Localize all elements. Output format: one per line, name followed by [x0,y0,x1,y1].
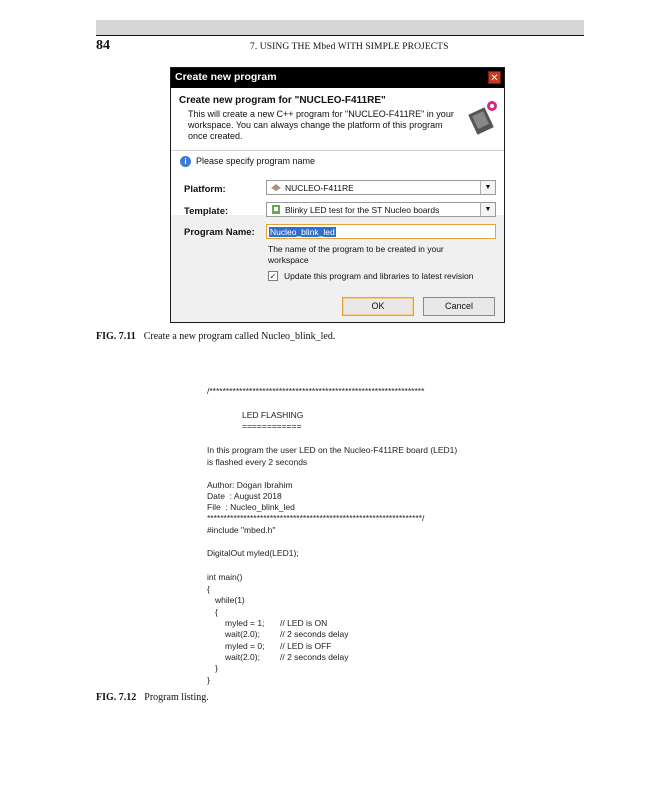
code-line: } [215,663,218,673]
code-line: int main() [207,572,243,582]
platform-value: NUCLEO-F411RE [285,183,354,193]
info-icon: i [180,156,191,167]
code-comment: // LED is OFF [280,641,332,651]
header-rule [96,35,584,36]
cancel-button[interactable]: Cancel [423,297,495,316]
code-line: Date : August 2018 [207,491,282,501]
dialog-title-bar [171,68,504,88]
platform-label: Platform: [184,184,226,195]
template-value: Blinky LED test for the ST Nucleo boards [285,205,440,215]
figure-number: FIG. 7.11 [96,331,136,342]
program-name-note: The name of the program to be created in your workspace [268,244,444,265]
figure-number: FIG. 7.12 [96,692,137,703]
code-comment: // 2 seconds delay [280,652,349,662]
running-head: 7. USING THE Mbed WITH SIMPLE PROJECTS [250,42,449,52]
create-program-dialog [170,67,505,323]
code-line: is flashed every 2 seconds [207,457,308,467]
chevron-down-icon[interactable]: ▼ [480,181,495,194]
figure-caption [96,331,335,342]
code-line: In this program the user LED on the Nucleo-F411RE board (LED1) [207,445,458,455]
code-line: wait(2.0); [225,629,260,639]
dialog-description: This will create a new C++ program for "NUCLEO-F411RE" in your workspace. You can always change the platform of this program once created. [188,109,454,141]
template-select[interactable] [266,202,496,217]
code-line: /***************************************************************** [207,386,425,396]
update-checkbox-label: Update this program and libraries to latest revision [284,271,474,281]
page-number: 84 [96,38,110,53]
template-icon [271,205,281,214]
dialog-info-text: Please specify program name [196,156,316,166]
code-line: { [207,584,210,594]
code-line: myled = 0; [225,641,265,651]
chevron-down-icon[interactable]: ▼ [480,203,495,216]
dialog-title: Create new program [175,71,277,83]
program-name-value: Nucleo_blink_led [270,227,335,237]
header-bar [96,20,584,35]
program-name-input[interactable] [266,224,496,239]
platform-select[interactable] [266,180,496,195]
dialog-heading: Create new program for "NUCLEO-F411RE" [179,95,386,106]
figure-caption-text: Create a new program called Nucleo_blink_led. [143,331,336,342]
figure-caption-text: Program listing. [144,692,209,703]
code-line: { [215,607,218,617]
code-line: } [207,675,210,685]
code-line: while(1) [215,595,245,605]
close-icon[interactable]: ✕ [488,71,501,84]
board-graphic-icon [468,98,498,138]
code-line: ============ [242,421,302,431]
program-name-label: Program Name: [184,227,255,238]
code-line: myled = 1; [225,618,265,628]
code-comment: // 2 seconds delay [280,629,349,639]
platform-icon [271,183,281,192]
ok-button[interactable]: OK [342,297,414,316]
figure-caption [96,692,209,703]
dialog-header-panel [171,88,504,215]
code-line: File : Nucleo_blink_led [207,502,295,512]
dialog-separator [171,150,504,151]
code-line: *****************************************************************/ [207,513,425,523]
template-label: Template: [184,206,229,217]
code-line: Author: Dogan Ibrahim [207,480,293,490]
update-checkbox[interactable]: ✓ [269,272,277,281]
code-line: LED FLASHING [242,410,304,420]
code-line: DigitalOut myled(LED1); [207,548,299,558]
code-line: #include "mbed.h" [207,525,276,535]
code-comment: // LED is ON [280,618,328,628]
code-line: wait(2.0); [225,652,260,662]
